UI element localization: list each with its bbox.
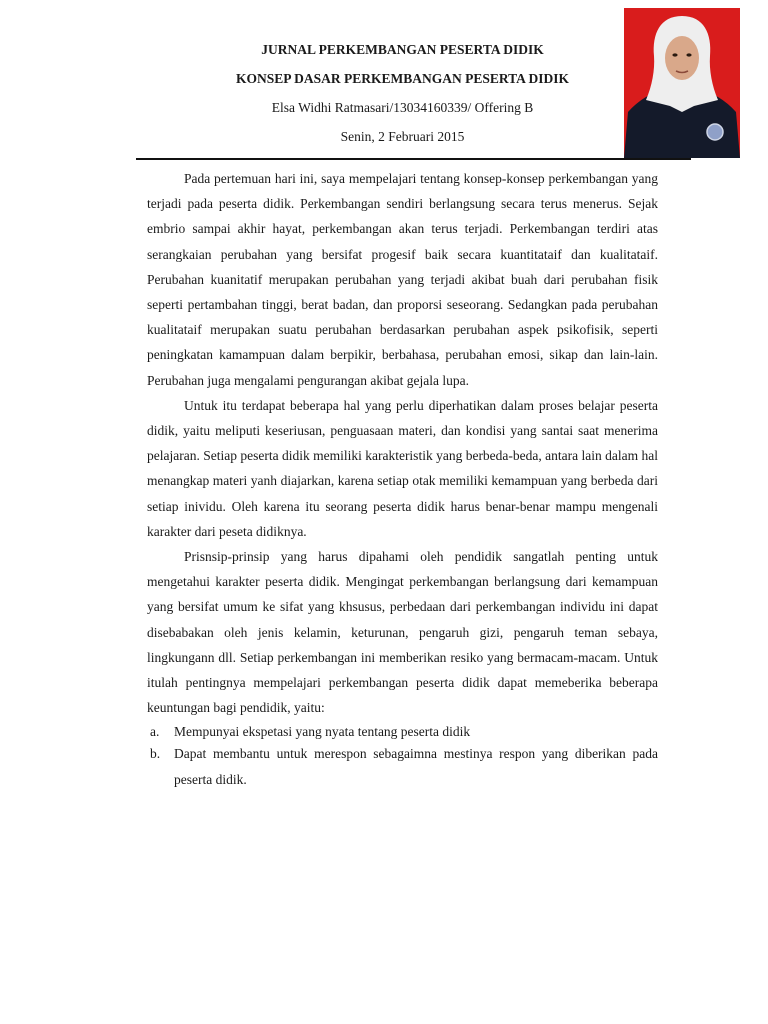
list-item-text: Mempunyai ekspetasi yang nyata tentang peserta didik	[174, 724, 471, 740]
list-item-text: Dapat membantu untuk merespon sebagaimna mestinya respon yang diberikan pada peserta didik.	[174, 746, 658, 787]
list-marker: a.	[150, 724, 160, 740]
author-line: Elsa Widhi Ratmasari/13034160339/ Offering B	[271, 100, 534, 115]
document-header	[145, 36, 660, 145]
list-item	[147, 741, 658, 791]
list-item	[147, 724, 658, 740]
right-eye	[686, 53, 691, 56]
paragraph-1: Pada pertemuan hari ini, saya mempelajari tentang konsep-konsep perkembangan yang terjadi pada peserta didik. Perkembangan sendiri berlangsung secara terus menerus. Sejak embrio sampai akhir hayat, perkembangan akan terus terjadi. Perkembangan terdiri atas serangkaian perubahan yang bersifat progesif baik secara kuantitataif dan kualitataif. Perubahan kuanitatif merupakan perubahan yang terjadi akibat buah dari perubahan fisik seperti pertambahan tinggi, berat badan, dan proporsi seseorang. Sedangkan pada perubahan kualitataif merupakan suatu perubahan berdasarkan perubahan aspek psikofisik, seperti peningkatan kamampuan dalam berpikir, berbahasa, perubahan emosi, sikap dan lain-lain. Perubahan juga mengalami pengurangan akibat gejala lupa.	[147, 171, 658, 388]
list-marker: b.	[150, 746, 161, 762]
badge-icon	[707, 124, 723, 140]
date-line: Senin, 2 Februari 2015	[340, 129, 465, 144]
paragraph-3: Prisnsip-prinsip yang harus dipahami oleh pendidik sangatlah penting untuk mengetahui karakter peserta didik. Mengingat perkembangan berlangsung dari kemampuan yang bersifat umum ke sifat yang khsusus, perbedaan dari perkembangan individu ini dapat disebabakan oleh jenis kelamin, keturunan, pengaruh gizi, pengaruh teman sebaya, lingkungann dll. Setiap perkembangan ini memberikan resiko yang bermacam-macam. Untuk itulah pentingnya mempelajari perkembangan peserta didik dapat memeberika beberapa keuntungan bagi pendidik, yaitu:	[147, 549, 658, 716]
journal-body	[147, 166, 658, 792]
left-eye	[672, 53, 677, 56]
portrait-illustration	[624, 8, 740, 158]
face	[665, 36, 699, 80]
journal-title: JURNAL PERKEMBANGAN PESERTA DIDIK	[261, 42, 544, 57]
paragraph-2: Untuk itu terdapat beberapa hal yang perlu diperhatikan dalam proses belajar peserta didik, yaitu meliputi keseriusan, penguasaan materi, dan kondisi yang santai saat menerima pelajaran. Setiap peserta didik memiliki karakteristik yang berbeda-beda, antara lain dalam hal menangkap materi yanh diajarkan, karena setiap otak memiliki kemampuan yang berbeda dari setiap inividu. Oleh karena itu seorang peserta didik harus benar-benar mampu mengenali karakter dari peseta didiknya.	[147, 397, 658, 539]
student-photo	[624, 8, 740, 158]
topic-title: KONSEP DASAR PERKEMBANGAN PESERTA DIDIK	[235, 71, 570, 86]
header-divider	[136, 158, 691, 160]
benefits-list	[147, 724, 658, 791]
